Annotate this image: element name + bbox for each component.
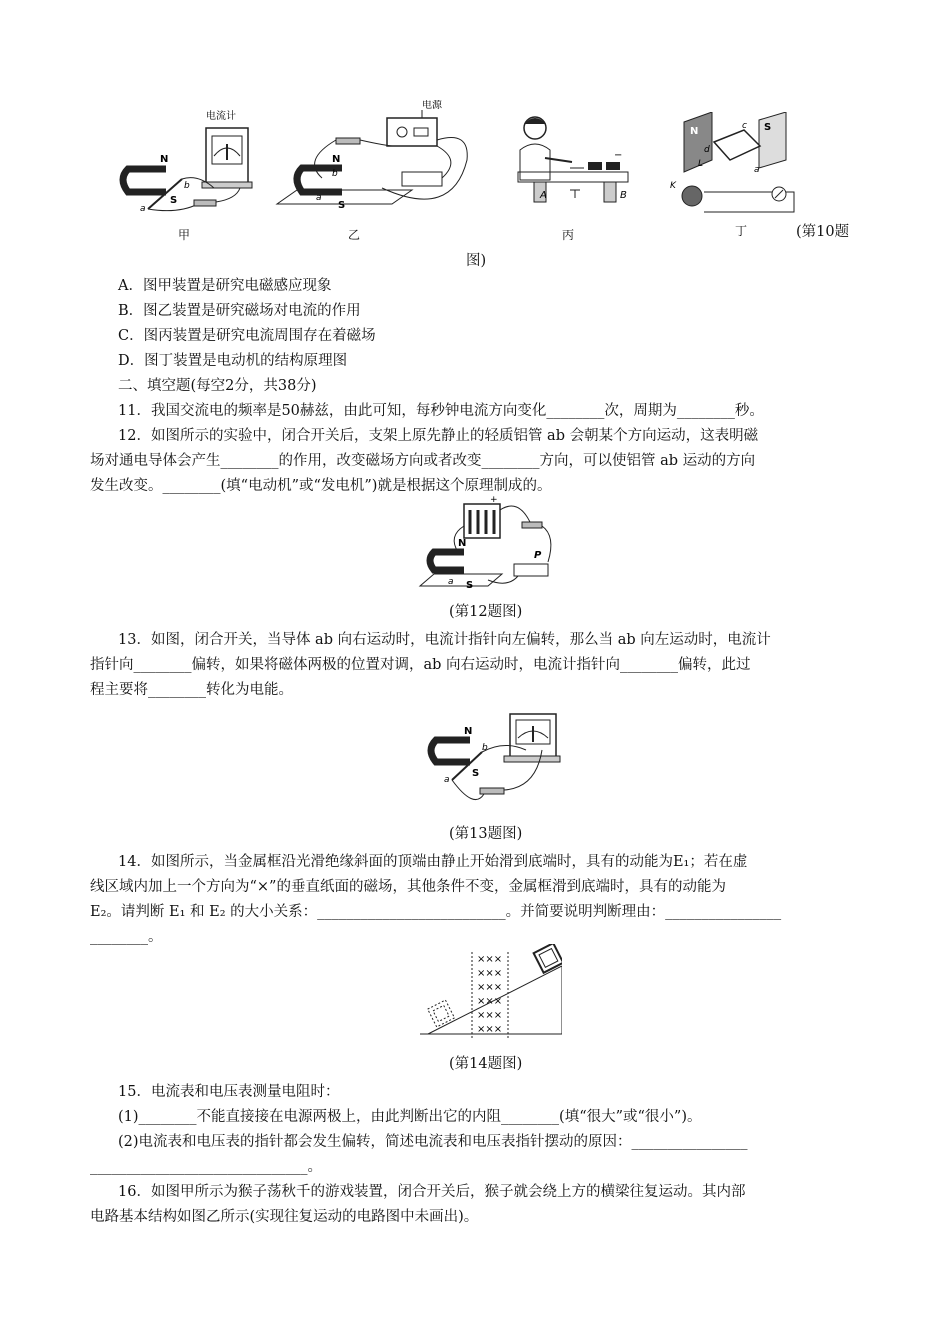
figure-10-jia <box>118 104 258 219</box>
figure-10-bing-label: 丙 <box>562 228 575 242</box>
q10-option-d: D．图丁装置是电动机的结构原理图 <box>118 353 348 369</box>
power-label: 电源 <box>422 100 442 111</box>
label-a: a <box>316 193 322 203</box>
q13-line1: 13．如图，闭合开关，当导体 ab 向右运动时，电流计指针向左偏转，那么当 ab 向左运动时，电流计 <box>118 632 771 648</box>
label-b: b <box>482 743 488 753</box>
q15-line3: (2)电流表和电压表的指针都会发生偏转，简述电流表和电压表指针摆动的原因：________________ <box>118 1134 748 1150</box>
q10-option-b: B．图乙装置是研究磁场对电流的作用 <box>118 303 361 319</box>
magnet-s: S <box>338 200 346 211</box>
q10-option-c: C．图丙装置是研究电流周围存在着磁场 <box>118 328 376 344</box>
label-a: a <box>140 204 146 214</box>
magnet-s: S <box>466 580 474 591</box>
q12-line2: 场对通电导体会产生________的作用，改变磁场方向或者改变________方向，可以使铝管 ab 运动的方向 <box>90 453 756 469</box>
label-c: c <box>742 121 747 131</box>
q14-line4: ________。 <box>90 929 163 945</box>
label-a: a <box>444 775 450 785</box>
magnetic-field-cross-row: ××× <box>477 982 503 993</box>
label-l: L <box>698 159 704 169</box>
magnetic-field-cross-row: ××× <box>477 1024 503 1035</box>
label-a: a <box>754 165 760 175</box>
figure-13-caption: (第13题图) <box>449 826 523 842</box>
q14-line3: E₂。请判断 E₁ 和 E₂ 的大小关系：__________________________。并简要说明判断理由：________________ <box>90 904 782 920</box>
label-p: P <box>534 550 542 561</box>
magnetic-field-cross-row: ××× <box>477 1010 503 1021</box>
q13-line2: 指针向________偏转，如果将磁体两极的位置对调，ab 向右运动时，电流计指针向________偏转，此过 <box>90 657 751 673</box>
magnet-n: N <box>464 726 473 737</box>
figure-14-caption: (第14题图) <box>449 1056 523 1072</box>
magnet-s: S <box>764 122 772 133</box>
figure-14 <box>420 944 562 1040</box>
q14-line1: 14．如图所示，当金属框沿光滑绝缘斜面的顶端由静止开始滑到底端时，具有的动能为E₁；若在虚 <box>118 854 748 870</box>
figure-10-yi-label: 乙 <box>348 228 361 242</box>
figure-10-ding-label: 丁 <box>735 224 748 238</box>
figure-13 <box>424 710 564 814</box>
magnetic-field-cross-row: ××× <box>477 954 503 965</box>
label-k: K <box>670 181 676 191</box>
q13-line3: 程主要将________转化为电能。 <box>90 682 293 698</box>
magnet-s: S <box>472 768 480 779</box>
section-title: 二、填空题(每空2分，共38分) <box>118 378 317 394</box>
figure-10-jia-label: 甲 <box>178 228 191 242</box>
label-b: b <box>184 181 190 191</box>
figure-10-caption-b: 图) <box>466 253 487 269</box>
label-d: d <box>704 145 710 155</box>
q15-line4: ______________________________。 <box>90 1159 322 1175</box>
q11-text: 11．我国交流电的频率是50赫兹，由此可知，每秒钟电流方向变化________次，周期为________秒。 <box>118 403 764 419</box>
minus-sign: − <box>614 150 623 161</box>
q15-line2: (1)________不能直接接在电源两极上，由此判断出它的内阻________(填“很大”或“很小”)。 <box>118 1109 702 1125</box>
magnet-n: N <box>458 538 467 549</box>
q16-line2: 电路基本结构如图乙所示(实现往复运动的电路图中未画出)。 <box>90 1209 479 1225</box>
q12-line1: 12．如图所示的实验中，闭合开关后，支架上原先静止的轻质铝管 ab 会朝某个方向运动，这表明磁 <box>118 428 759 444</box>
ammeter-label: 电流计 <box>206 111 236 122</box>
svg-text:A: A <box>540 190 547 201</box>
label-b: b <box>332 169 338 179</box>
figure-10-yi <box>272 100 472 215</box>
svg-text:B: B <box>620 190 627 201</box>
magnet-s: S <box>170 195 178 206</box>
magnet-n: N <box>332 154 341 165</box>
q12-line3: 发生改变。________(填“电动机”或“发电机”)就是根据这个原理制成的。 <box>90 478 552 494</box>
figure-10-ding <box>664 112 804 222</box>
figure-12 <box>418 496 558 592</box>
magnet-n: N <box>690 126 699 137</box>
label-a: a <box>448 577 454 587</box>
magnet-n: N <box>160 154 169 165</box>
q10-option-a: A．图甲装置是研究电磁感应现象 <box>118 278 332 294</box>
figure-12-caption: (第12题图) <box>449 604 523 620</box>
q14-line2: 线区域内加上一个方向为“×”的垂直纸面的磁场，其他条件不变，金属框滑到底端时，具有的动能为 <box>90 879 726 895</box>
figure-10-bing <box>510 110 638 215</box>
magnetic-field-cross-row: ××× <box>477 968 503 979</box>
magnetic-field-cross-row: ××× <box>477 996 503 1007</box>
q16-line1: 16．如图甲所示为猴子荡秋千的游戏装置，闭合开关后，猴子就会绕上方的横梁往复运动。其内部 <box>118 1184 746 1200</box>
plus-sign: + <box>490 496 498 505</box>
figure-10-caption-a: (第10题 <box>796 224 850 240</box>
q15-line1: 15．电流表和电压表测量电阻时： <box>118 1084 340 1100</box>
